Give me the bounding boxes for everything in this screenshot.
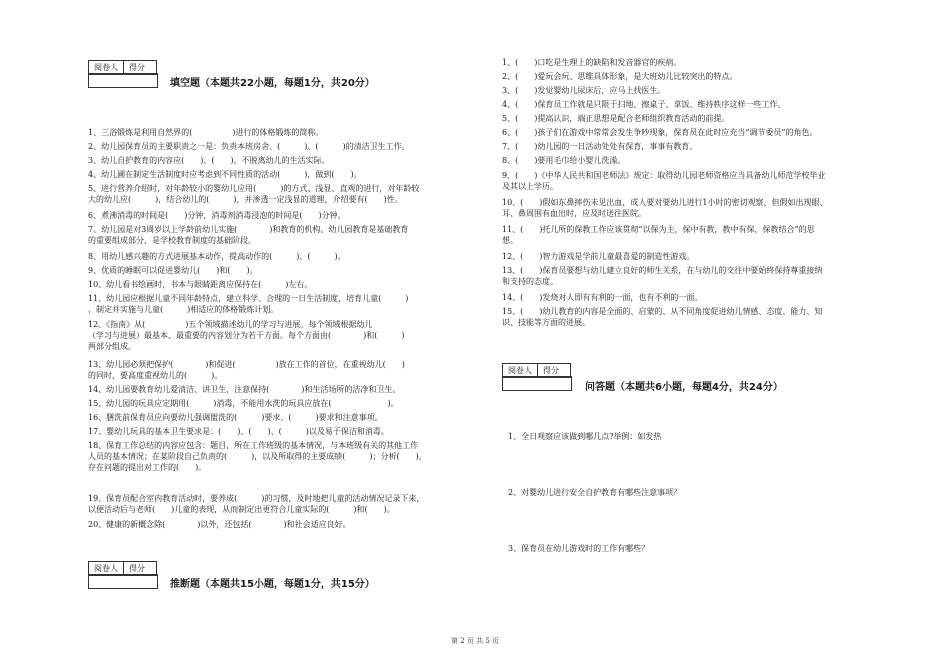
judge-question-3: 3、( )发觉婴幼儿尿床后，应马上找医生。 (502, 86, 666, 95)
judge-question-2: 2、( )爱玩会玩、思维具体形象，是大班幼儿比较突出的特点。 (502, 72, 738, 81)
judge-question-8: 8、( )要用毛巾给小婴儿洗澡。 (502, 156, 626, 165)
fill-question-20: 20、健康的新概念除( )以外，还包括( )和社会适应良好。 (88, 520, 351, 529)
score-box-qa-blank (502, 376, 572, 391)
section-title-qa: 问答题（本题共6小题，每题4分，共24分） (585, 382, 783, 393)
section-title-fill: 填空题（本题共22小题，每题1分，共20分） (170, 78, 375, 89)
fill-question-15: 15、幼儿园的玩具应定期用( )消毒，不能用水洗的玩具应放在( )。 (88, 399, 399, 408)
fill-question-13: 13、幼儿园必须把保护( )和促进( )放在工作的首位，在重视幼儿( ) 的同时，要高度重视幼儿的( )。 (88, 360, 405, 380)
fill-question-14: 14、幼儿园要教育幼儿爱清洁、讲卫生，注意保持( )和生活场所的洁净和卫生。 (88, 385, 401, 394)
judge-question-5: 5、( )提高认识，端正思想是配合老师组织教育活动的前提。 (502, 114, 730, 123)
judge-question-9: 9、( )《中华人民共和国老师法》规定：取得幼儿园老师资格应当具备幼儿师范学校毕业 及其以上学历。 (502, 171, 826, 191)
fill-question-16: 16、膳洗前保育员应向要幼儿强调盥洗的( )要求、( )要求和注意事项。 (88, 413, 383, 422)
page-footer: 第 2 页 共 5 页 (450, 637, 500, 645)
judge-question-11: 11、( )托儿所的保教工作应该贯彻“以保为主，保中有教，教中有保，保教结合”的思 想。 (502, 225, 815, 245)
judge-question-1: 1、( )口吃是生理上的缺陷和发音器官的疾病。 (502, 58, 682, 67)
reviewer-label: 阅卷人 (503, 364, 538, 377)
fill-question-4: 4、幼儿圃在制定生活制度时应考虑到不同性质的活动( )，做到( )。 (88, 170, 362, 179)
fill-question-9: 9、优质的睡眠可以促进婴幼儿( )和( )。 (88, 266, 258, 275)
fill-question-6: 6、煮沸消毒的时间是( )分钟，消毒剂消毒浸泡的时间是( )分钟。 (88, 211, 346, 220)
score-label: 得分 (129, 564, 145, 573)
fill-question-19: 19、保育员配合室内教育活动时，要养成( )的习惯，及时地把儿童的活动情况记录下来， 以便活动后与老师( )儿童的表现，从而制定出更符合儿童实际的( )和( )。 (88, 494, 425, 514)
fill-question-12: 12、《指南》从( )五个领域描述幼儿的学习与进展。每个领域根据幼儿 （学习与进展）最基本、最重要的内容划分为若干方面。每个方面由( )和( ) 两部分组成。 (88, 320, 405, 351)
fill-question-8: 8、用幼儿感兴趣的方式进展基本动作，提高动作的( )、( )。 (88, 252, 346, 261)
judge-question-15: 15、( )幼儿教育的内容是全面的、启蒙的、从不同角度促进幼儿情感、态度、能力、知 识、技能等方面的进展。 (502, 307, 823, 327)
fill-question-18: 18、保育工作总结的内容应包含：题目，所在工作班级的基本情况，与本班级有关的其他工作 人员的基本情况；在某阶段自己负责的( )，以及所取得的主要成绩( )；分析( )， 存在问题的提出对工作的( )。 (88, 441, 427, 472)
judge-question-4: 4、( )保育员工作就是只限于扫地、擦桌子、拿饭、维持秩序这样一些工作。 (502, 100, 786, 109)
fill-question-11: 11、幼儿园应根据儿童不同年龄特点，建立科学、合理的一日生活制度，培育儿童( ) ，制定并实施与儿童( )相适应的体格锻炼计划。 (88, 294, 409, 314)
judge-question-7: 7、( )幼儿园的一日活动处处有保育，事事有教育。 (502, 142, 698, 151)
score-box-fill-blank (88, 73, 158, 88)
qa-question-3: 3、保育员在幼儿游戏时的工作有哪些？ (508, 544, 650, 553)
fill-question-7: 7、幼儿园是对3周岁以上学龄前幼儿实施( )和教育的机构。幼儿园教育是基础教育 的重要组成部分，是学校教育制度的基础阶段。 (88, 225, 409, 245)
judge-question-10: 10、( )假如东鼻摔伤未见出血，成人要对要幼儿进行1小时的密切观察，但假如出现眼、 耳、鼻周围有血出时，应及时送往医院。 (502, 198, 828, 218)
judge-question-14: 14、( )发烧对人即有有利的一面，也有不利的一面。 (502, 293, 703, 302)
fill-question-2: 2、幼儿园保育员的主要职责之一是：负责本班房舍、( )、( )的清洁卫生工作。 (88, 142, 410, 151)
fill-question-10: 10、幼儿看书绘画时，书本与眼睛距离应保持在( )左右。 (88, 280, 313, 289)
qa-question-2: 2、对婴幼儿进行安全自护教育有哪些注意事项？ (508, 488, 682, 497)
score-label: 得分 (129, 63, 145, 72)
fill-question-5: 5、进行营养介绍时，对年龄较小的婴幼儿应用( )的方式、浅显、直观的进行，对年龄较 大的幼儿应( )，结合幼儿的( )，并渗透一定浅显的道理，介绍要有( )性。 (88, 184, 420, 204)
score-box-judge-blank (88, 574, 158, 589)
fill-question-17: 17、婴幼儿玩具的基本卫生要求是：( )、( )、( )以及易于保洁和消毒。 (88, 427, 389, 436)
fill-question-3: 3、幼儿自护教育的内容应( )、( )，不脱离幼儿的生活实际。 (88, 156, 330, 165)
judge-question-13: 13、( )保育员要想与幼儿建立良好的师生关系，在与幼儿的交往中要始终保持尊重接纳 和支持的态度。 (502, 266, 823, 286)
reviewer-label: 阅卷人 (89, 562, 124, 575)
qa-question-1: 1、全日观察应该做到哪几点?举例：如发热 (508, 432, 662, 441)
section-title-judge: 推断题（本题共15小题，每题1分，共15分） (170, 579, 375, 590)
judge-question-6: 6、( )孩子们在游戏中常常会发生争吵现象，保育员在此时应充当“调节委员”的角色。 (502, 128, 818, 137)
fill-question-1: 1、三浴锻炼是利用自然界的( )进行的体格锻炼的简称。 (88, 128, 324, 137)
score-label: 得分 (543, 366, 559, 375)
reviewer-label: 阅卷人 (89, 61, 124, 74)
judge-question-12: 12、( )智力游戏是学前儿童最喜爱的制造性游戏。 (502, 252, 695, 261)
